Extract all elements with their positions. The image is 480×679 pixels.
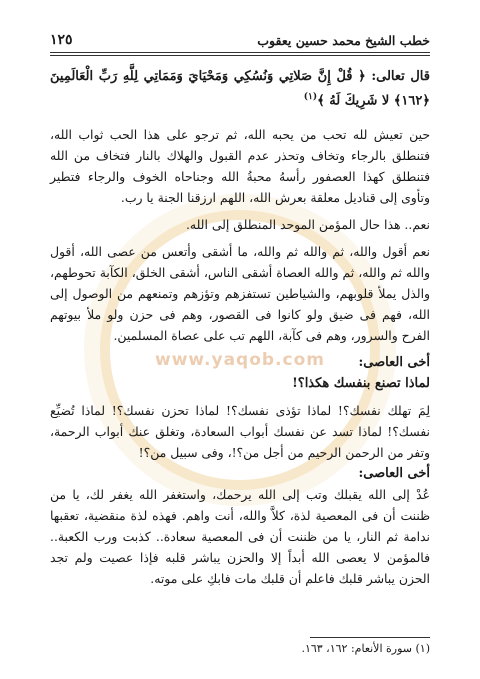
footnote-divider <box>310 637 430 638</box>
page-body <box>50 66 430 589</box>
quran-quote <box>50 66 430 111</box>
rhetorical-question: لماذا تصنع بنفسك هكذا؟! <box>292 376 430 392</box>
footnote-ref: (١) <box>303 92 318 102</box>
running-header <box>50 26 430 48</box>
section-heading: أخى العاصى: <box>358 355 430 371</box>
paragraph: لِمَ تهلك نفسك؟! لماذا تؤذى نفسك؟! لماذا تحزن نفسك؟! لماذا تُضيِّع نفسك؟! لماذا تسد عن نفسك أبواب السعادة، وتغلق عنك أبواب الرحمة، وتفر من الرحمن الرحيم من أجل من؟!، وفى سبيل من؟! <box>50 403 430 461</box>
paragraph: حين تعيش لله تحب من يحبه الله، ثم ترجو على هذا الحب ثواب الله، فتنطلق بالرجاء وتخاف وتحذر عدم القبول والهلاك بالنار فتخاف من الله فتنطلق كهذا العصفور رأسهُ محبةُ الله وجناحاه الخوف والرجاء فتطير وتأوى إلى قناديل معلقة بعرش الله، اللهم ارزقنا الجنة يا رب. <box>50 127 430 206</box>
paragraph: نعم أقول والله، ثم والله ثم والله، ما أشقى وأتعس من عصى الله، أقول والله ثم والله، ثم والله العصاة أشقى الناس، أشقى الخلق، الكآبة تحوطهم، والذل يملأ قلوبهم، والشياطين تستفزهم وتؤزهم وتمنعهم من الوصول إلى الله، فهم فى ضيق ولو كانوا فى القصور، وهم فى حزن ولو ملأ بيوتهم الفرح والسرور، وهم فى كآبة، اللهم تب على عصاة المسلمين. <box>50 244 430 344</box>
section-heading: أخى العاصى: <box>358 466 430 482</box>
header-title: خطب الشيخ محمد حسين يعقوب <box>257 33 430 48</box>
footnote: (١) سورة الأنعام: ١٦٢، ١٦٣. <box>301 642 430 655</box>
watermark-url: www.yaqob.com <box>155 350 325 370</box>
page-number: ١٢٥ <box>50 32 73 48</box>
paragraph: عُدْ إلى الله يقبلك وتب إلى الله يرحمك، واستغفر الله يغفر لك، يا من ظننت أن فى المعصية لذة، كلاَّ والله، أنت واهم. فهذه لذة منقضية، تعقبها ندامة ثم النار، يا من ظننت أن فى المعصية سعادة.. كذبت ورب الكعبة.. فالمؤمن لا يعصى الله أبداً إلا والحزن يباشر قلبه فإذا عصيت ولم تجد الحزن يباشر قلبك فاعلم أن قلبك مات فابكِ على موته. <box>50 487 430 587</box>
header-divider-secondary <box>50 55 430 56</box>
header-divider <box>50 52 430 53</box>
paragraph: نعم.. هذا حال المؤمن الموحد المنطلق إلى الله. <box>185 217 430 233</box>
quote-text: قال تعالى: ﴿ قُلْ إِنَّ صَلاتِي وَنُسُكِي وَمَحْيَايَ وَمَمَاتِي لِلَّهِ رَبِّ الْعَالَمِينَ ﴿١٦٢﴾ لا شَرِيكَ لَهُ ﴾ <box>50 69 430 109</box>
